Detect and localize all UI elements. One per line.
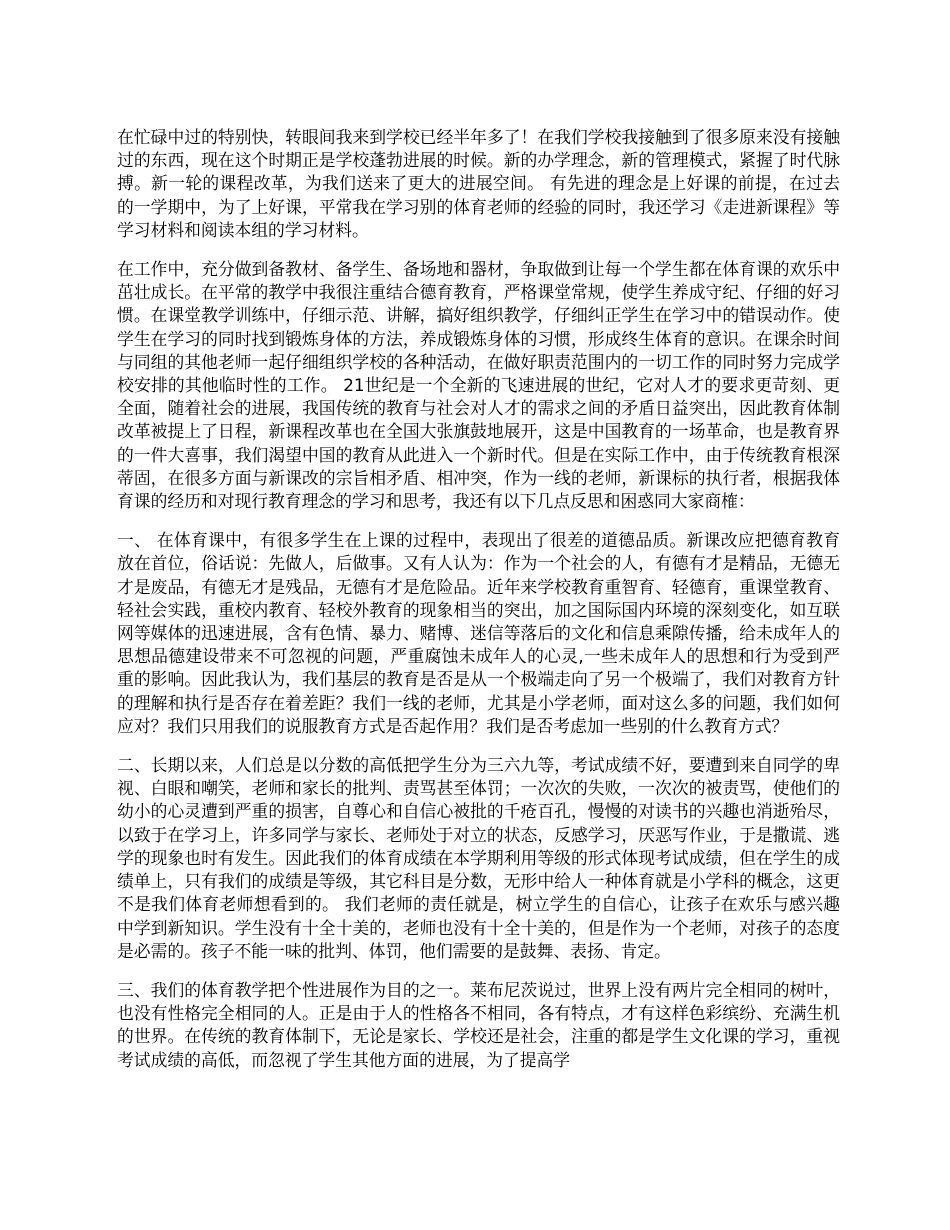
paragraph-2: 在工作中，充分做到备教材、备学生、备场地和器材，争取做到让每一个学生都在体育课的欢乐中茁壮成长。在平常的教学中我很注重结合德育教育，严格课堂常规，使学生养成守纪、仔细的好习惯。在课堂教学训练中，仔细示范、讲解，搞好组织教学，仔细纠正学生在学习中的错误动作。使学生在学习的同时找到锻炼身体的方法，养成锻炼身体的习惯，形成终生体育的意识。在课余时间与同组的其他老师一起仔细组织学校的各种活动，在做好职责范围内的一切工作的同时努力完成学校安排的其他临时性的工作。 21世纪是一个全新的飞速进展的世纪，它对人才的要求更苛刻、更全面，随着社会的进展，我国传统的教育与社会对人才的需求之间的矛盾日益突出，因此教育体制改革被提上了日程，新课程改革也在全国大张旗鼓地展开，这是中国教育的一场革命，也是教育界的一件大喜事，我们渴望中国的教育从此进入一个新时代。但是在实际工作中，由于传统教育根深蒂固，在很多方面与新课改的宗旨相矛盾、相冲突，作为一线的老师，新课标的执行者，根据我体育课的经历和对现行教育理念的学习和思考，我还有以下几点反思和困惑同大家商榷： <box>117 259 840 512</box>
document-body <box>117 126 840 1088</box>
paragraph-4: 二、长期以来，人们总是以分数的高低把学生分为三六九等，考试成绩不好，要遭到来自同学的卑视、白眼和嘲笑，老师和家长的批判、责骂甚至体罚；一次次的失败，一次次的被责骂，使他们的幼小的心灵遭到严重的损害，自尊心和自信心被批的千疮百孔，慢慢的对读书的兴趣也消逝殆尽，以致于在学习上，许多同学与家长、老师处于对立的状态，反感学习，厌恶写作业，于是撒谎、逃学的现象也时有发生。因此我们的体育成绩在本学期利用等级的形式体现考试成绩，但在学生的成绩单上，只有我们的成绩是等级，其它科目是分数，无形中给人一种体育就是小学科的概念，这更不是我们体育老师想看到的。 我们老师的责任就是，树立学生的自信心，让孩子在欢乐与感兴趣中学到新知识。学生没有十全十美的，老师也没有十全十美的，但是作为一个老师，对孩子的态度是必需的。孩子不能一味的批判、体罚，他们需要的是鼓舞、表扬、肯定。 <box>117 755 840 961</box>
paragraph-3: 一、 在体育课中，有很多学生在上课的过程中，表现出了很差的道德品质。新课改应把德育教育放在首位，俗话说：先做人，后做事。又有人认为：作为一个社会的人，有德有才是精品，无德无才是废品，有德无才是残品，无德有才是危险品。近年来学校教育重智育、轻德育，重课堂教育、轻社会实践，重校内教育、轻校外教育的现象相当的突出，加之国际国内环境的深刻变化，如互联网等媒体的迅速进展，含有色情、暴力、赌博、迷信等落后的文化和信息乘隙传播，给未成年人的思想品德建设带来不可忽视的问题，严重腐蚀未成年人的心灵,一些未成年人的思想和行为受到严重的影响。因此我认为，我们基层的教育是否是从一个极端走向了另一个极端了，我们对教育方针的理解和执行是否存在着差距？我们一线的老师，尤其是小学老师，面对这么多的问题，我们如何应对？我们只用我们的说服教育方式是否起作用？我们是否考虑加一些别的什么教育方式？ <box>117 530 840 736</box>
paragraph-1: 在忙碌中过的特别快，转眼间我来到学校已经半年多了！在我们学校我接触到了很多原来没有接触过的东西，现在这个时期正是学校蓬勃进展的时候。新的办学理念，新的管理模式，紧握了时代脉搏。新一轮的课程改革，为我们送来了更大的进展空间。 有先进的理念是上好课的前提，在过去的一学期中，为了上好课，平常我在学习别的体育老师的经验的同时，我还学习《走进新课程》等学习材料和阅读本组的学习材料。 <box>117 127 840 240</box>
paragraph-5: 三、我们的体育教学把个性进展作为目的之一。莱布尼茨说过，世界上没有两片完全相同的树叶，也没有性格完全相同的人。正是由于人的性格各不相同，各有特点，才有这样色彩缤纷、充满生机的世界。在传统的教育体制下，无论是家长、学校还是社会，注重的都是学生文化课的学习，重视考试成绩的高低，而忽视了学生其他方面的进展，为了提高学 <box>117 979 840 1070</box>
